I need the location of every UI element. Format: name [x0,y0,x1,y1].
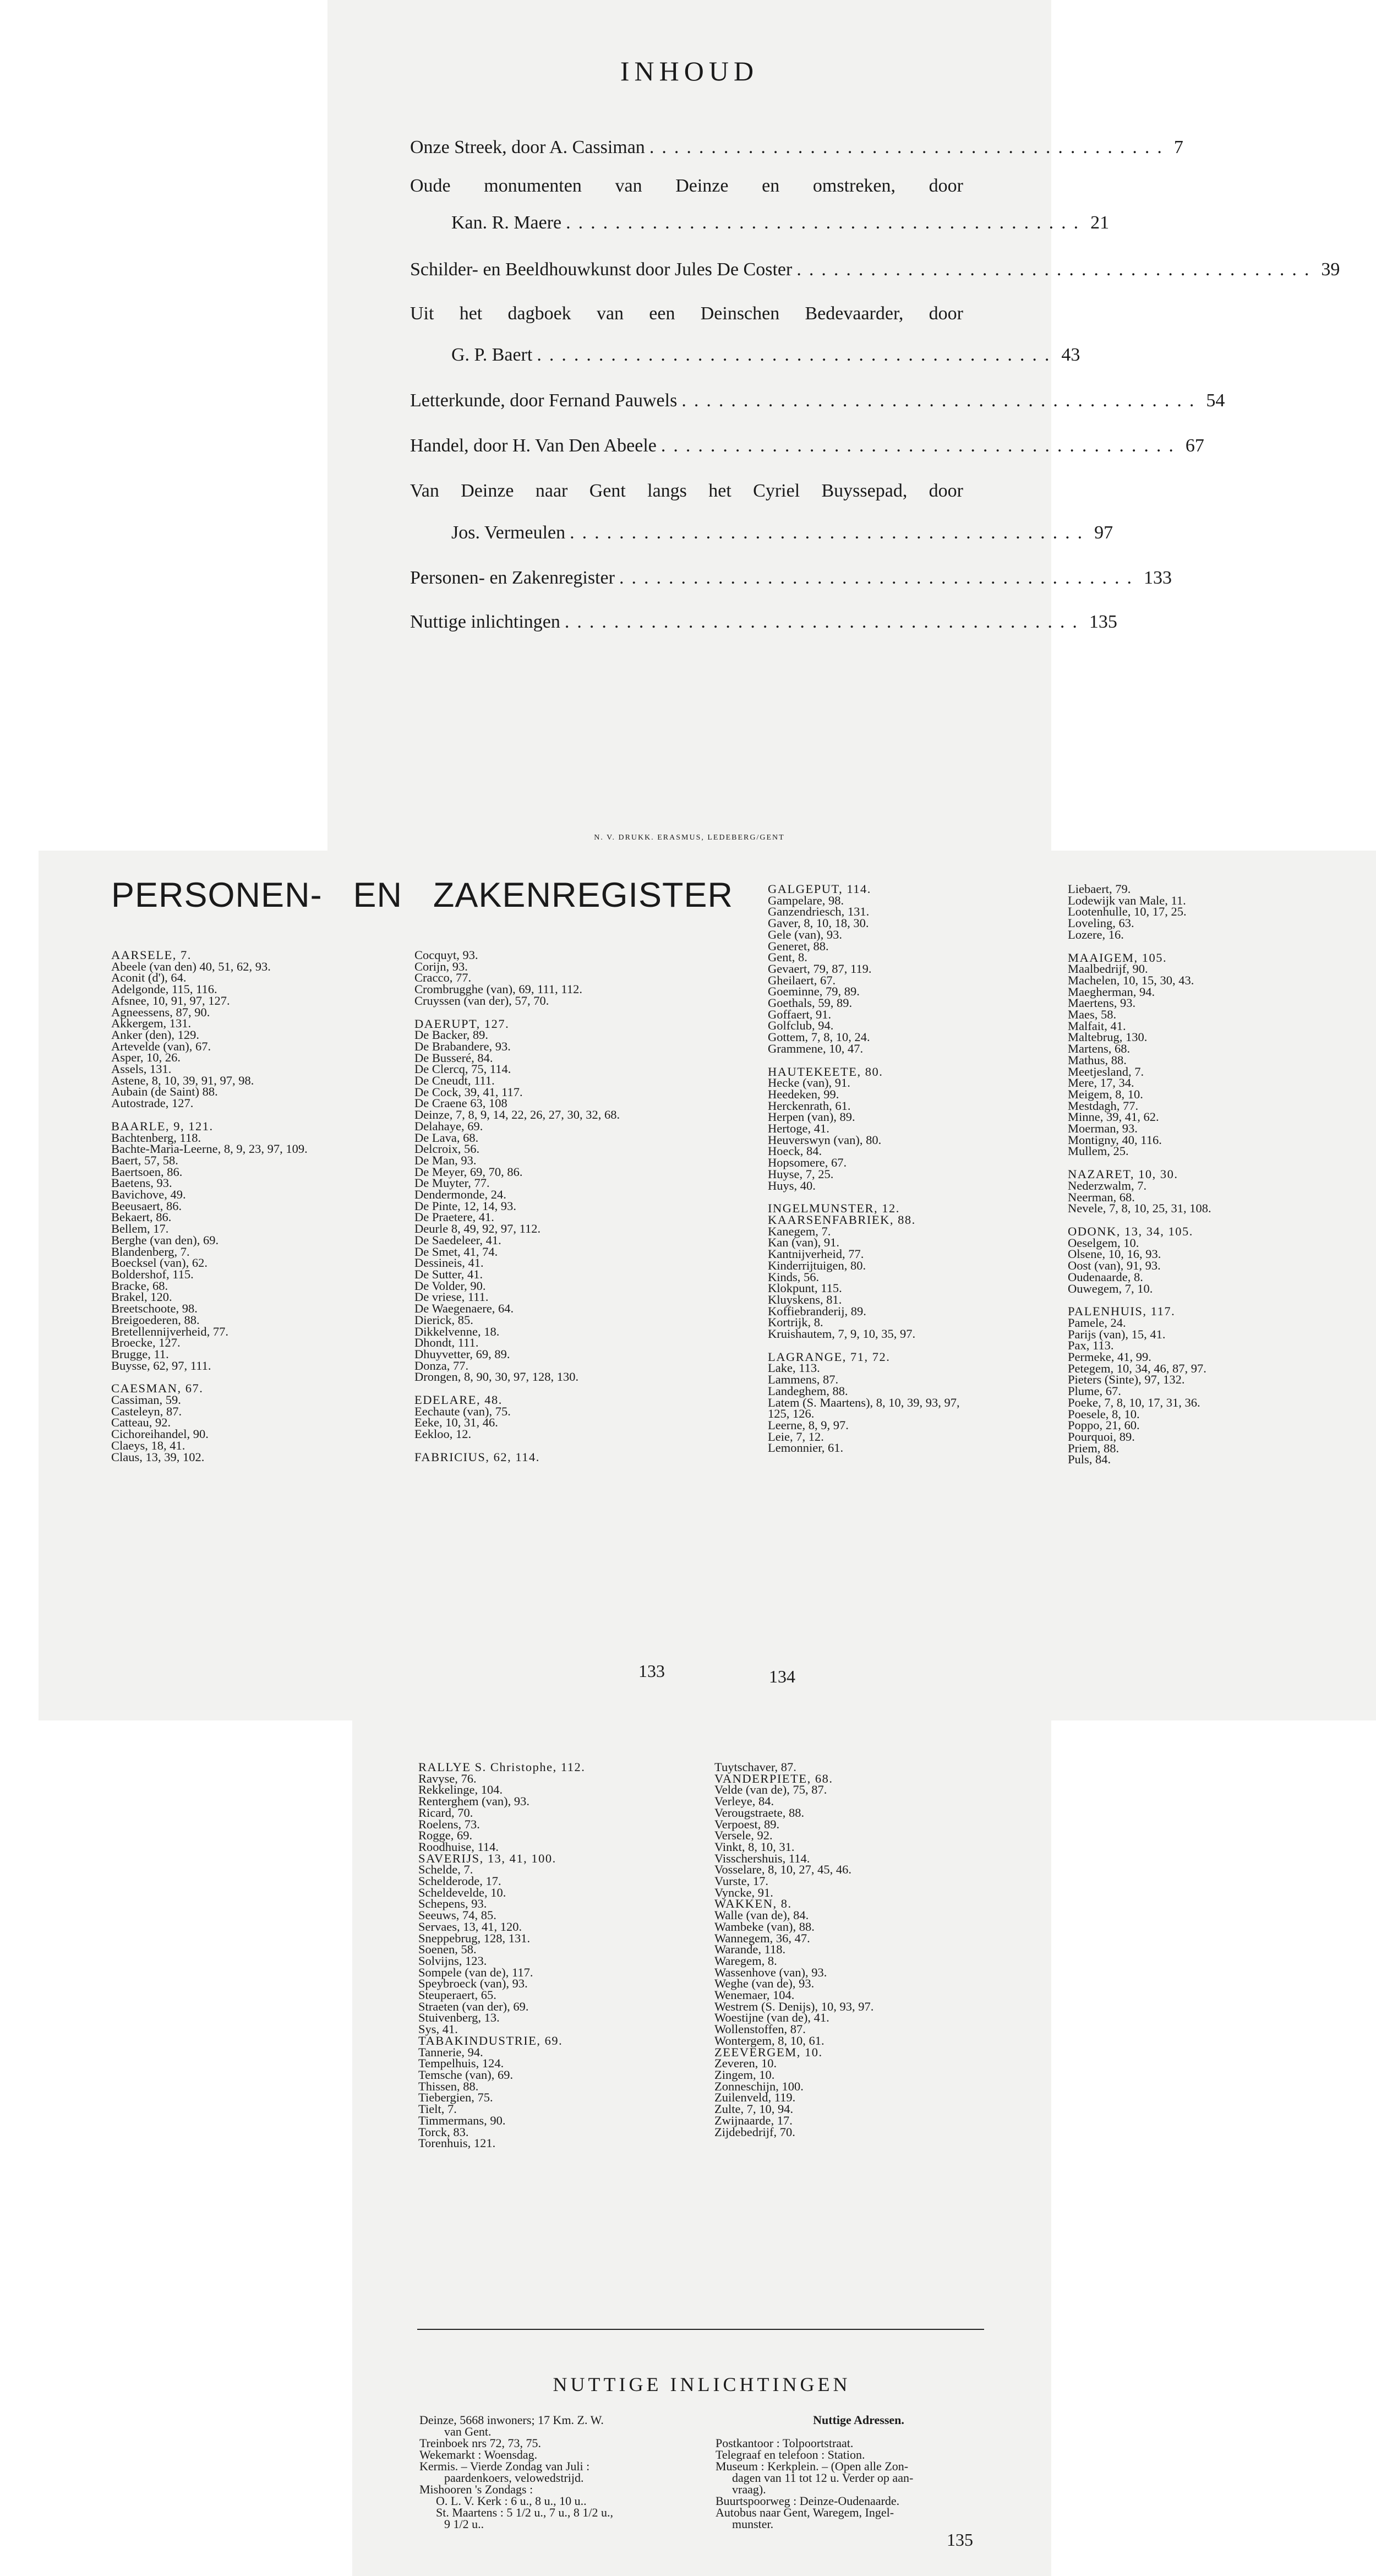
register-entry: Petegem, 10, 34, 46, 87, 97. [1068,1361,1206,1375]
register-entry: Adelgonde, 115, 116. [111,982,217,996]
register-entry: Weghe (van de), 93. [714,1976,815,1991]
register-entry: Baetens, 93. [111,1176,172,1190]
register-entry: Klokpunt, 115. [768,1281,842,1295]
register-entry: Solvijns, 123. [418,1953,487,1968]
register-entry: Permeke, 41, 99. [1068,1350,1151,1364]
register-entry: Afsnee, 10, 91, 97, 127. [111,993,230,1007]
toc-entry: Letterkunde, door Fernand Pauwels .......................................... 54 [410,390,1225,411]
register-entry: Gaver, 8, 10, 18, 30. [768,916,869,930]
register-entry: Grammene, 10, 47. [768,1041,864,1055]
register-entry: Schepens, 93. [418,1897,487,1911]
register-entry: Brakel, 120. [111,1290,172,1304]
register-letter-heading: CAESMAN, 67. [111,1381,204,1396]
register-entry: Tiebergien, 75. [418,2090,493,2105]
register-entry: Dhuyvetter, 69, 89. [414,1347,510,1361]
register-column [418,1762,705,2149]
register-entry: Generet, 88. [768,939,829,953]
register-entry: Tannerie, 94. [418,2045,483,2059]
divider [417,2329,984,2330]
register-entry: Bekaert, 86. [111,1210,172,1224]
register-entry: Golfclub, 94. [768,1019,834,1033]
register-entry: Verougstraete, 88. [714,1805,805,1820]
register-entry: Woestijne (van de), 41. [714,2011,829,2025]
register-entry: Nederzwalm, 7. [1068,1178,1147,1192]
register-entry: Herpen (van), 89. [768,1110,855,1124]
register-entry: Straeten (van der), 69. [418,1999,529,2013]
register-entry: Temsche (van), 69. [418,2067,514,2082]
register-entry: Gent, 8. [768,950,807,965]
register-entry: Verpoest, 89. [714,1817,780,1831]
register-entry: Gottem, 7, 8, 10, 24. [768,1030,870,1044]
register-entry: Zuilenveld, 119. [714,2090,796,2105]
register-entry: Cichoreihandel, 90. [111,1427,209,1441]
register-entry: Goeminne, 79, 89. [768,984,860,999]
register-entry: Oost (van), 91, 93. [1068,1259,1161,1273]
register-entry: Wambeke (van), 88. [714,1919,815,1934]
toc-entry: Schilder- en Beeldhouwkunst door Jules De Coster .......................................... 39 [410,259,1340,280]
register-entry: Breigoederen, 88. [111,1312,200,1327]
register-entry: Kinds, 56. [768,1270,820,1284]
register-entry: Delahaye, 69. [414,1119,483,1133]
register-entry: Claus, 13, 39, 102. [111,1450,205,1464]
register-entry: Walle (van de), 84. [714,1908,809,1923]
register-entry: Gampelare, 98. [768,893,844,907]
register-entry: Aconit (d'), 64. [111,971,187,985]
register-title-word: ZAKENREGISTER [433,876,733,914]
register-entry: De Meyer, 69, 70, 86. [414,1164,523,1179]
register-letter-heading: PALENHUIS, 117. [1068,1304,1176,1319]
register-entry: Boecksel (van), 62. [111,1256,208,1270]
register-letter-heading: FABRICIUS, 62, 114. [414,1450,540,1464]
register-entry: Verleye, 84. [714,1794,774,1809]
register-entry: Loveling, 63. [1068,916,1134,930]
toc-entry-line: Oude monumenten van Deinze en omstreken, door [410,176,963,196]
register-entry: Crombrugghe (van), 69, 111, 112. [414,982,582,996]
register-entry: De Muyter, 77. [414,1176,490,1190]
toc-entry: Handel, door H. Van Den Abeele .......................................... 67 [410,435,1204,456]
register-entry: Eeke, 10, 31, 46. [414,1415,498,1430]
toc-entry-line: Uit het dagboek van een Deinschen Bedevaarder, door [410,303,963,324]
register-entry: Timmermans, 90. [418,2113,506,2127]
register-entry: Liebaert, 79. [1068,882,1131,896]
register-entry: Lemonnier, 61. [768,1441,844,1455]
register-entry: Beeusaert, 86. [111,1199,182,1213]
register-entry: Cassiman, 59. [111,1393,181,1407]
register-entry: Zwijnaarde, 17. [714,2113,793,2127]
register-entry: Schelderode, 17. [418,1874,501,1888]
toc-entry-line: Van Deinze naar Gent langs het Cyriel Buyssepad, door [410,481,963,501]
register-entry: Goffaert, 91. [768,1007,832,1021]
register-letter-heading: WAKKEN, 8. [714,1897,792,1911]
register-entry: De Saedeleer, 41. [414,1233,501,1247]
register-entry: Baertsoen, 86. [111,1164,183,1179]
register-entry: 125, 126. [768,1407,815,1421]
register-entry: Cracco, 77. [414,971,472,985]
register-entry: Heuverswyn (van), 80. [768,1132,882,1147]
register-entry: Dikkelvenne, 18. [414,1324,500,1338]
register-entry: Broecke, 127. [111,1336,181,1350]
register-entry: Mathus, 88. [1068,1053,1127,1067]
register-entry: Rogge, 69. [418,1828,473,1843]
register-letter-heading: BAARLE, 9, 121. [111,1119,214,1133]
register-entry: Thissen, 88. [418,2079,479,2093]
register-entry: Wontergem, 8, 10, 61. [714,2033,824,2047]
register-title-word: PERSONEN- [111,876,323,914]
info-heading: Nuttige Adressen. [813,2413,904,2427]
register-entry: Minne, 39, 41, 62. [1068,1110,1159,1124]
register-entry: Vyncke, 91. [714,1885,773,1899]
register-entry: Malfait, 41. [1068,1019,1126,1033]
register-entry: Sneppebrug, 128, 131. [418,1931,531,1945]
register-entry: Vosselare, 8, 10, 27, 45, 46. [714,1862,851,1877]
printer-imprint: N. V. DRUKK. ERASMUS, LEDEBERG/GENT [594,834,785,842]
toc-entry: Nuttige inlichtingen .......................................... 135 [410,612,1117,632]
register-entry: Tuytschaver, 87. [714,1760,796,1774]
register-entry: Hecke (van), 91. [768,1076,850,1090]
register-entry: Berghe (van den), 69. [111,1233,219,1247]
register-entry: Breetschoote, 98. [111,1301,198,1316]
register-entry: Puls, 84. [1068,1452,1111,1467]
register-entry: Zingem, 10. [714,2067,775,2082]
info-left: Deinze, 5668 inwoners; 17 Km. Z. W. van Gent. Treinboek nrs 72, 73, 75. Wekemarkt : Woensdag. Kermis. – Vierde Zondag van Juli : paardenkoers, velowedstrijd. Mishooren 's Zondags : O. L. V. Kerk : 6 u., 8 u., 10 u.. St. Maartens : 5 1/2 u., 7 u., 8 1/2 u., 9 1/2 u.. [419,2413,614,2531]
register-letter-heading: AARSELE, 7. [111,948,192,962]
register-entry: Corijn, 93. [414,959,468,973]
register-entry: Artevelde (van), 67. [111,1039,211,1053]
register-entry: Moerman, 93. [1068,1121,1138,1136]
register-entry: Zonneschijn, 100. [714,2079,804,2093]
register-entry: Gevaert, 79, 87, 119. [768,961,872,976]
register-entry: Steuperaert, 65. [418,1988,496,2002]
register-entry: Torck, 83. [418,2125,469,2139]
register-letter-heading: GALGEPUT, 114. [768,882,871,896]
register-entry: Drongen, 8, 90, 30, 97, 128, 130. [414,1370,579,1384]
register-entry: De Volder, 90. [414,1278,486,1293]
register-entry: Neerman, 68. [1068,1190,1135,1204]
register-entry: Maalbedrijf, 90. [1068,962,1148,976]
register-entry: Dessineis, 41. [414,1256,484,1270]
register-entry: Zeveren, 10. [714,2056,777,2071]
register-entry: Dierick, 85. [414,1312,473,1327]
register-column [1068,884,1343,1466]
register-entry: Poeke, 7, 8, 10, 17, 31, 36. [1068,1395,1200,1409]
page-number: 135 [947,2530,973,2550]
register-entry: Oeselgem, 10. [1068,1235,1139,1250]
register-entry: Mere, 17, 34. [1068,1076,1134,1090]
register-letter-heading: ZEEVERGEM, 10. [714,2045,823,2059]
register-letter-heading: HAUTEKEETE, 80. [768,1064,883,1079]
register-entry: Bellem, 17. [111,1222,169,1236]
register-entry: Torenhuis, 121. [418,2136,496,2150]
register-entry: Akkergem, 131. [111,1016,192,1031]
register-entry: Landeghem, 88. [768,1384,848,1398]
register-entry: Zulte, 7, 10, 94. [714,2102,794,2116]
register-entry: Hertoge, 41. [768,1121,829,1136]
register-entry: Mestdagh, 77. [1068,1098,1139,1113]
register-entry: Casteleyn, 87. [111,1404,182,1418]
register-entry: Tielt, 7. [418,2102,457,2116]
register-column [414,950,767,1463]
register-entry: Roodhuise, 114. [418,1839,499,1854]
last-page [352,1720,1051,2576]
register-entry: Brugge, 11. [111,1347,169,1361]
register-entry: Sys, 41. [418,2022,458,2036]
register-entry: Wollenstoffen, 87. [714,2022,806,2036]
register-entry: Poppo, 21, 60. [1068,1418,1140,1433]
register-entry: Priem, 88. [1068,1441,1120,1455]
register-entry: Pamele, 24. [1068,1315,1126,1330]
register-entry: De Waegenaere, 64. [414,1301,514,1316]
register-entry: De Sutter, 41. [414,1267,483,1281]
register-letter-heading: TABAKINDUSTRIE, 69. [418,2033,563,2047]
register-entry: Speybroeck (van), 93. [418,1976,528,1991]
register-entry: Kluyskens, 81. [768,1292,842,1306]
register-entry: Lootenhulle, 10, 17, 25. [1068,905,1187,919]
register-entry: De Brabandere, 93. [414,1039,511,1053]
register-entry: Cocquyt, 93. [414,948,478,962]
page-number: 133 [638,1661,665,1681]
register-entry: Kruishautem, 7, 9, 10, 35, 97. [768,1327,916,1341]
register-entry: Leerne, 8, 9, 97. [768,1418,849,1432]
register-entry: Catteau, 92. [111,1415,171,1430]
register-letter-heading: INGELMUNSTER, 12. [768,1201,900,1216]
page-number: 134 [769,1666,795,1686]
register-letter-heading: LAGRANGE, 71, 72. [768,1349,891,1364]
register-entry: Sompele (van de), 117. [418,1965,533,1979]
register-entry: Huyse, 7, 25. [768,1167,834,1181]
register-entry: Tempelhuis, 124. [418,2056,504,2071]
register-letter-heading: KAARSENFABRIEK, 88. [768,1212,916,1227]
register-entry: Velde (van de), 75, 87. [714,1783,827,1797]
register-entry: Zijdebedrijf, 70. [714,2125,795,2139]
register-entry: Boldershof, 115. [111,1267,194,1281]
register-entry: Deurle 8, 49, 92, 97, 112. [414,1222,541,1236]
toc-entry: Onze Streek, door A. Cassiman .......................................... 7 [410,137,1183,157]
register-entry: Leie, 7, 12. [768,1429,824,1444]
register-entry: Astene, 8, 10, 39, 91, 97, 98. [111,1073,254,1087]
register-entry: Kinderrijtuigen, 80. [768,1258,866,1272]
register-entry: Deinze, 7, 8, 9, 14, 22, 26, 27, 30, 32, 68. [414,1108,620,1122]
register-entry: Blandenberg, 7. [111,1244,190,1259]
register-entry: Meetjesland, 7. [1068,1064,1144,1079]
register-entry: Maes, 58. [1068,1007,1117,1022]
register-entry: Hoeck, 84. [768,1144,822,1158]
register-entry: Huys, 40. [768,1178,816,1192]
register-title-word: EN [353,876,402,914]
register-entry: Seeuws, 74, 85. [418,1908,496,1923]
toc-entry: G. P. Baert .......................................... 43 [451,345,1080,365]
register-entry: Servaes, 13, 41, 120. [418,1919,522,1934]
register-entry: Herckenrath, 61. [768,1098,851,1113]
register-entry: Bachte-Maria-Leerne, 8, 9, 23, 97, 109. [111,1142,308,1156]
register-entry: Waregem, 8. [714,1953,777,1968]
register-entry: Ricard, 70. [418,1805,473,1820]
register-entry: Cruyssen (van der), 57, 70. [414,993,549,1007]
register-entry: Olsene, 10, 16, 93. [1068,1247,1161,1261]
register-title [111,875,733,915]
register-entry: Agneessens, 87, 90. [111,1005,210,1019]
register-entry: Lodewijk van Male, 11. [1068,893,1186,907]
info-right: Nuttige Adressen. Postkantoor : Tolpoortstraat. Telegraaf en telefoon : Station. Museum : Kerkplein. – (Open alle Zon- dagen van 11 tot 12 u. Verder op aan- vraag). Buurtspoorweg : Deinze-Oudenaarde. Autobus naar Gent, Waregem, Ingel- munster. [716,2414,1002,2530]
toc-entry: Personen- en Zakenregister .......................................... 133 [410,568,1172,588]
register-entry: De Praetere, 41. [414,1210,494,1224]
register-entry: Kanegem, 7. [768,1224,831,1238]
register-entry: Westrem (S. Denijs), 10, 93, 97. [714,1999,874,2013]
register-entry: Bachtenberg, 118. [111,1130,201,1145]
register-entry: Gele (van), 93. [768,927,842,941]
register-entry: Parijs (van), 15, 41. [1068,1327,1166,1341]
register-entry: Wassenhove (van), 93. [714,1965,827,1979]
nuttig-title: NUTTIGE INLICHTINGEN [553,2373,851,2395]
register-entry: Plume, 67. [1068,1384,1121,1398]
register-entry: Lozere, 16. [1068,927,1124,941]
register-entry: Visschershuis, 114. [714,1851,810,1865]
register-entry: Koffiebranderij, 89. [768,1304,866,1318]
register-entry: Schelde, 7. [418,1862,473,1877]
register-entry: Baert, 57, 58. [111,1153,178,1167]
register-entry: Lake, 113. [768,1361,820,1375]
register-entry: Pax, 113. [1068,1338,1114,1353]
register-entry: Renterghem (van), 93. [418,1794,530,1809]
register-entry: Maertens, 93. [1068,996,1136,1010]
register-entry: Nevele, 7, 8, 10, 25, 31, 108. [1068,1201,1211,1216]
register-entry: Meigem, 8, 10. [1068,1087,1143,1101]
register-spread [39,851,1376,1720]
register-entry: Warande, 118. [714,1942,786,1957]
register-entry: Bavichove, 49. [111,1188,186,1202]
register-entry: Anker (den), 129. [111,1027,199,1042]
register-entry: Donza, 77. [414,1358,469,1373]
register-entry: Versele, 92. [714,1828,773,1843]
toc-entry: Jos. Vermeulen .......................................... 97 [451,522,1113,543]
register-entry: Assels, 131. [111,1062,172,1076]
register-entry: Maegherman, 94. [1068,984,1155,999]
register-entry: Kortrijk, 8. [768,1315,823,1330]
register-letter-heading: EDELARE, 48. [414,1393,503,1407]
register-letter-heading: RALLYE S. Christophe, 112. [418,1760,586,1774]
register-entry: Heedeken, 99. [768,1087,839,1101]
register-entry: Hopsomere, 67. [768,1156,847,1170]
register-column [714,1762,1001,2138]
register-letter-heading: NAZARET, 10, 30. [1068,1167,1178,1181]
register-column [111,950,397,1463]
register-entry: De vriese, 111. [414,1290,489,1304]
register-entry: Bracke, 68. [111,1278,168,1293]
register-entry: Martens, 68. [1068,1042,1131,1056]
register-entry: De Man, 93. [414,1153,477,1167]
register-entry: Poesele, 8, 10. [1068,1407,1140,1421]
register-letter-heading: MAAIGEM, 105. [1068,950,1167,965]
register-entry: Goethals, 59, 89. [768,996,853,1010]
register-entry: Eekloo, 12. [414,1427,472,1441]
register-entry: Aubain (de Saint) 88. [111,1085,218,1099]
register-entry: Rekkelinge, 104. [418,1783,503,1797]
register-entry: Wannegem, 36, 47. [714,1931,810,1945]
register-entry: Maltebrug, 130. [1068,1030,1148,1044]
register-entry: Buysse, 62, 97, 111. [111,1358,211,1373]
register-entry: Ganzendriesch, 131. [768,905,870,919]
register-entry: Scheldevelde, 10. [418,1885,506,1899]
register-letter-heading: VANDERPIETE, 68. [714,1771,833,1785]
register-entry: Bretellennijverheid, 77. [111,1324,229,1338]
register-entry: Oudenaarde, 8. [1068,1270,1143,1284]
register-entry: Pourquoi, 89. [1068,1429,1135,1444]
register-entry: Vinkt, 8, 10, 31. [714,1839,795,1854]
register-letter-heading: DAERUPT, 127. [414,1016,510,1031]
toc-entry: Kan. R. Maere .......................................... 21 [451,213,1110,233]
register-entry: Latem (S. Maartens), 8, 10, 39, 93, 97, [768,1395,960,1409]
register-entry: Ouwegem, 7, 10. [1068,1281,1153,1295]
register-entry: Claeys, 18, 41. [111,1438,185,1452]
register-entry: Wenemaer, 104. [714,1988,795,2002]
register-entry: Machelen, 10, 15, 30, 43. [1068,973,1194,987]
register-entry: Kan (van), 91. [768,1235,839,1250]
register-entry: Ravyse, 76. [418,1771,477,1785]
register-column [768,884,1076,1454]
register-entry: Kantnijverheid, 77. [768,1247,864,1261]
register-entry: Dhondt, 111. [414,1336,479,1350]
register-entry: Delcroix, 56. [414,1142,480,1156]
register-letter-heading: SAVERIJS, 13, 41, 100. [418,1851,556,1865]
register-entry: Soenen, 58. [418,1942,477,1957]
register-entry: Mullem, 25. [1068,1144,1129,1158]
register-entry: De Craene 63, 108 [414,1096,507,1110]
register-entry: De Pinte, 12, 14, 93. [414,1199,516,1213]
register-entry: De Cneudt, 111. [414,1074,495,1088]
register-entry: De Smet, 41, 74. [414,1244,498,1259]
register-entry: Abeele (van den) 40, 51, 62, 93. [111,959,271,973]
register-entry: De Backer, 89. [414,1028,489,1042]
register-entry: Asper, 10, 26. [111,1050,181,1065]
register-entry: Montigny, 40, 116. [1068,1132,1162,1147]
toc-page [327,0,1340,851]
register-entry: De Clercq, 75, 114. [414,1062,511,1076]
register-entry: Lammens, 87. [768,1373,839,1387]
register-letter-heading: ODONK, 13, 34, 105. [1068,1224,1193,1238]
register-entry: Gheilaert, 67. [768,973,836,987]
register-entry: Stuivenberg, 13. [418,2011,500,2025]
register-entry: Vurste, 17. [714,1874,769,1888]
register-entry: De Busseré, 84. [414,1050,493,1065]
register-entry: Roelens, 73. [418,1817,480,1831]
register-entry: De Lava, 68. [414,1130,479,1145]
register-entry: Dendermonde, 24. [414,1188,506,1202]
register-entry: Pieters (Sinte), 97, 132. [1068,1373,1185,1387]
register-entry: Eechaute (van), 75. [414,1404,511,1418]
toc-title: INHOUD [620,56,759,86]
register-entry: De Cock, 39, 41, 117. [414,1085,523,1099]
register-entry: Autostrade, 127. [111,1096,194,1110]
